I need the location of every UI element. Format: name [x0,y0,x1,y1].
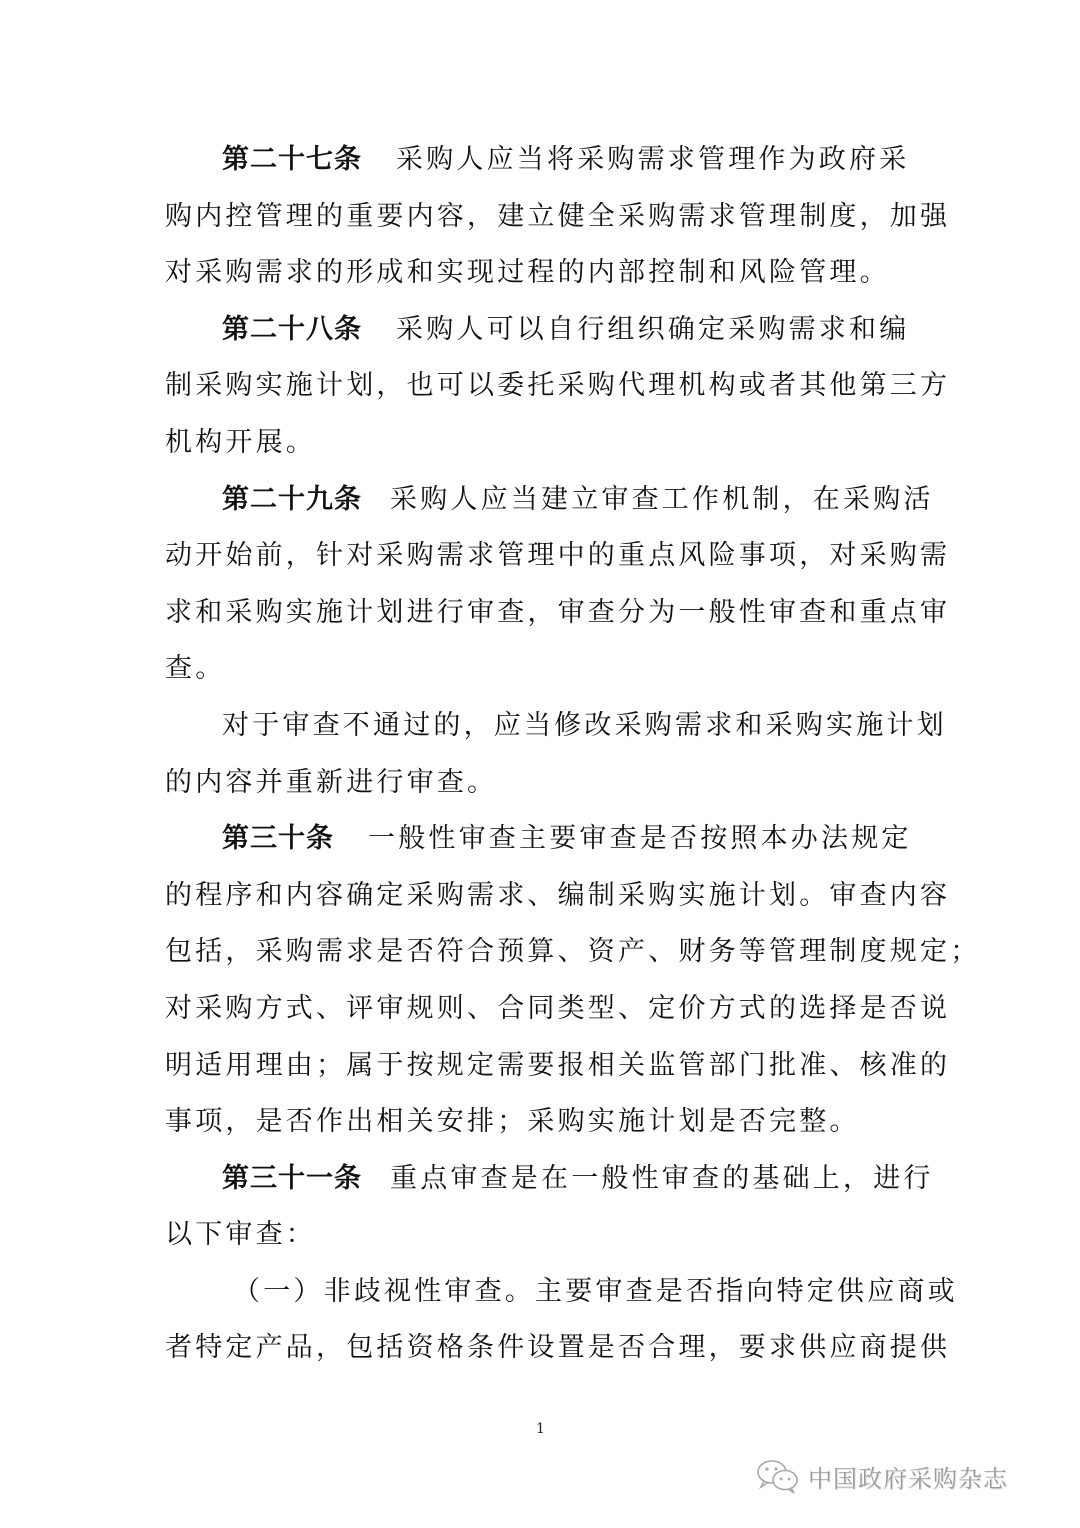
article-29-para2-line-2: 的内容并重新进行审查。 [165,766,498,798]
watermark-text: 中国政府采购杂志 [808,1464,1008,1493]
article-30-line-4: 对采购方式、评审规则、合同类型、定价方式的选择是否说 [165,992,951,1024]
page-number: 1 [536,1421,545,1437]
article-29-heading: 第二十九条 [222,483,362,515]
article-28-heading: 第二十八条 [222,313,362,345]
article-28-line-1: 第二十八条 采购人可以自行组织确定采购需求和编 [222,313,910,345]
article-27-line-1: 第二十七条 采购人应当将采购需求管理作为政府采 [222,144,910,175]
wechat-icon [756,1458,800,1494]
article-28-line-3: 机构开展。 [165,426,316,458]
article-29-line-3: 求和采购实施计划进行审查，审查分为一般性审查和重点审 [165,596,951,628]
article-30-line-5: 明适用理由；属于按规定需要报相关监管部门批准、核准的 [165,1049,951,1081]
article-31-line-1: 第三十一条 重点审查是在一般性审查的基础上，进行 [222,1162,934,1194]
article-30-line-3: 包括，采购需求是否符合预算、资产、财务等管理制度规定； [165,936,981,968]
article-29-line-2: 动开始前，针对采购需求管理中的重点风险事项，对采购需 [165,540,951,572]
article-29-para2-line-1: 对于审查不通过的，应当修改采购需求和采购实施计划 [222,709,947,741]
article-31-line-2: 以下审查： [165,1219,316,1251]
article-31-heading: 第三十一条 [222,1162,362,1194]
article-31-item1-line-1: （一）非歧视性审查。主要审查是否指向特定供应商或 [233,1275,958,1307]
article-30-heading: 第三十条 [222,823,334,855]
article-29-line-4: 查。 [165,653,226,685]
article-29-line-1: 第二十九条 采购人应当建立审查工作机制，在采购活 [222,483,934,515]
article-31-item1-line-2: 者特定产品，包括资格条件设置是否合理，要求供应商提供 [165,1332,951,1364]
watermark [756,1458,1008,1494]
document-body [165,132,981,1377]
article-27-heading: 第二十七条 [222,144,362,175]
article-28-line-2: 制采购实施计划，也可以委托采购代理机构或者其他第三方 [165,370,951,402]
article-30-line-6: 事项，是否作出相关安排；采购实施计划是否完整。 [165,1106,860,1138]
article-30-line-1: 第三十条 一般性审查主要审查是否按照本办法规定 [222,823,912,855]
article-30-line-2: 的程序和内容确定采购需求、编制采购实施计划。审查内容 [165,879,951,911]
article-27-line-3: 对采购需求的形成和实现过程的内部控制和风险管理。 [165,257,890,289]
article-27-line-2: 购内控管理的重要内容，建立健全采购需求管理制度，加强 [165,200,951,232]
